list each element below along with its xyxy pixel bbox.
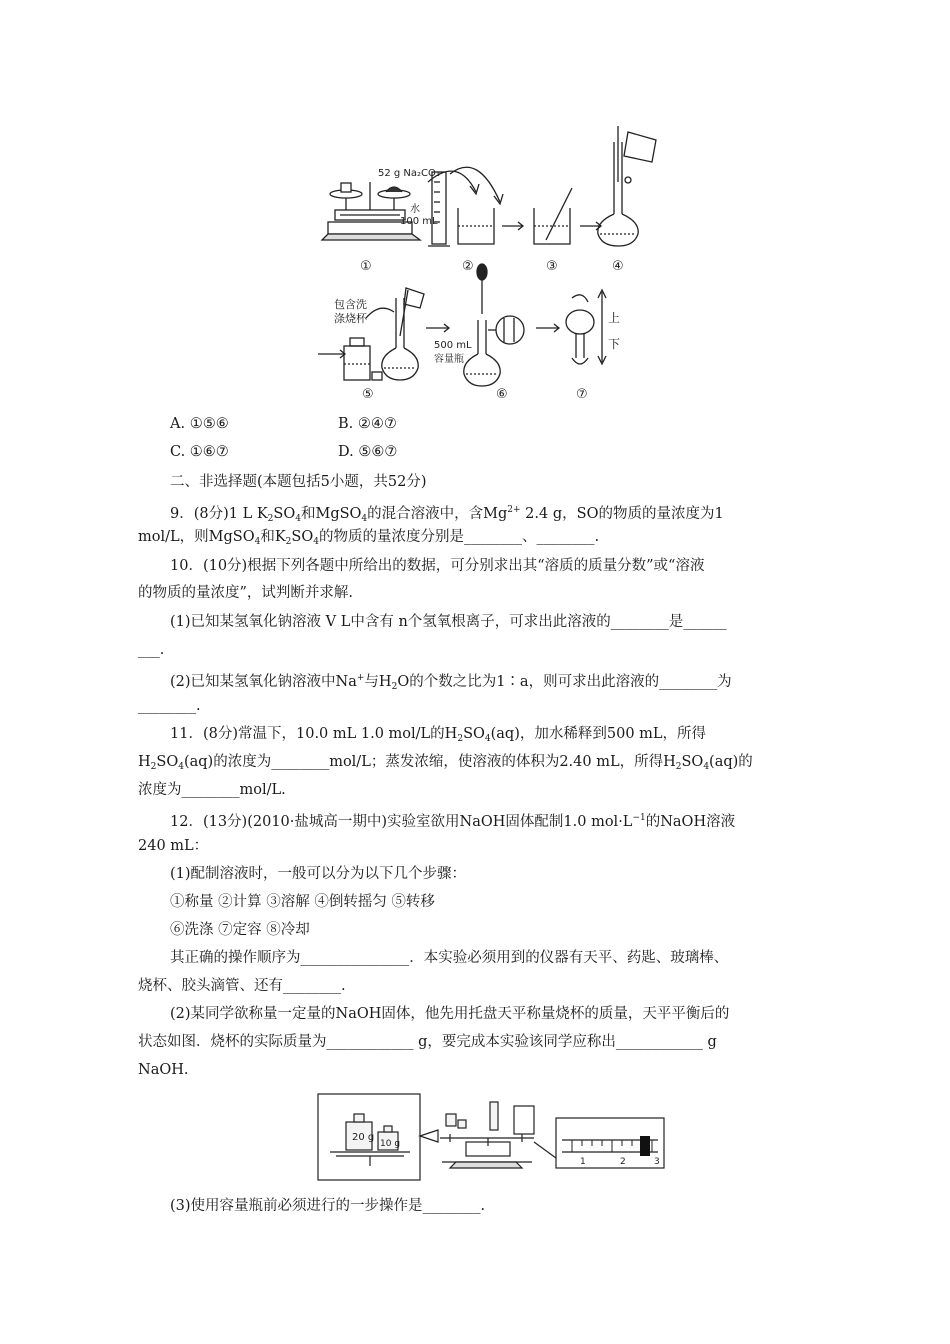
q11-line-2: $H_2SO_4(aq)$的浓度为________mol/L；蒸发浓缩，使溶液的体积为2.40 mL，所得$H_2SO_4(aq)$的 xyxy=(138,754,753,772)
label-down: 下 xyxy=(608,337,621,351)
option-a: A. ①⑤⑥ xyxy=(170,416,229,432)
step-label-5: ⑤ xyxy=(362,387,374,402)
label-mass: 52 g Na₂CO₃ xyxy=(378,168,440,179)
option-c: C. ①⑥⑦ xyxy=(170,444,229,460)
q10-part1-line-1: (1)已知某氢氧化钠溶液 V L中含有 n个氢氧根离子，可求出此溶液的________是______ xyxy=(170,614,727,630)
step-label-2: ② xyxy=(462,259,474,274)
beaker-with-glass-rod-icon xyxy=(534,188,572,244)
label-up: 上 xyxy=(608,311,621,325)
rider-marker xyxy=(640,1136,650,1156)
scale-tick-label-3: 3 xyxy=(654,1157,660,1167)
q9-line-2: mol/L，则MgSO$_4$和$K_2SO_4$的物质的量浓度分别是________、________. xyxy=(138,529,600,547)
q12-part1: (1)配制溶液时，一般可以分为以下几个步骤： xyxy=(170,866,467,882)
q12-order-line-2: 烧杯、胶头滴管、还有________. xyxy=(138,978,346,994)
volumetric-flask-dropper-icon xyxy=(464,264,524,386)
reagent-bottle-icon xyxy=(344,338,382,380)
q11-line-1: 11．(8分)常温下，10.0 mL 1.0 mol/L的$H_2SO_4(aq)$，加水稀释到500 mL，所得 xyxy=(170,726,707,744)
q12-steps-2: ⑥洗涤 ⑦定容 ⑧冷却 xyxy=(170,922,310,938)
step-label-1: ① xyxy=(360,259,372,274)
q12-part2-line-2: 状态如图．烧杯的实际质量为____________ g，要完成本实验该同学应称出____________ g xyxy=(138,1034,717,1050)
label-wash-1: 包含洗 xyxy=(334,298,367,311)
section-title: 二、非选择题(本题包括5小题，共52分) xyxy=(170,474,427,490)
label-flask-2: 容量瓶 xyxy=(434,354,464,365)
balance-icon xyxy=(322,182,420,240)
q12-order-line-1: 其正确的操作顺序为_______________．本实验必须用到的仪器有天平、药匙、玻璃棒、 xyxy=(170,950,729,966)
solution-preparation-figure xyxy=(310,122,670,404)
q12-line-2: 240 mL： xyxy=(138,838,209,854)
q10-part1-line-2: ___. xyxy=(138,642,165,658)
volumetric-flask-transfer-icon xyxy=(382,288,424,380)
flask-inverting-icon xyxy=(566,290,606,364)
measuring-cylinder-icon xyxy=(428,172,450,246)
step-label-7: ⑦ xyxy=(576,387,588,402)
label-flask-1: 500 mL xyxy=(434,340,472,351)
q11-line-3: 浓度为________mol/L. xyxy=(138,782,286,798)
label-wash-2: 涤烧杯 xyxy=(334,312,367,325)
weight-label-10: 10 g xyxy=(380,1139,401,1149)
step-label-6: ⑥ xyxy=(496,387,508,402)
balance-icon xyxy=(440,1102,534,1168)
q12-part2-line-1: (2)某同学欲称量一定量的NaOH固体，他先用托盘天平称量烧杯的质量，天平平衡后的 xyxy=(170,1006,730,1022)
q12-line-1: 12．(13分)(2010·盐城高一期中)实验室欲用NaOH固体配制1.0 $mol\cdot L^{-1}$的NaOH溶液 xyxy=(170,813,736,830)
q10-part2-line-2: ________. xyxy=(138,698,201,714)
balance-figure xyxy=(316,1092,668,1184)
q12-part2-line-3: NaOH. xyxy=(138,1062,189,1078)
label-volume: 100 mL xyxy=(400,216,438,227)
step-label-3: ③ xyxy=(546,259,558,274)
q10-part2-line-1: (2)已知某氢氧化钠溶液中Na+与$H_2O$的个数之比为1∶a，则可求出此溶液的________为 xyxy=(170,673,732,692)
volumetric-flask-pouring-icon xyxy=(598,126,656,246)
label-water: 水 xyxy=(410,204,420,215)
option-d: D. ⑤⑥⑦ xyxy=(338,444,398,460)
scale-tick-label-2: 2 xyxy=(620,1157,626,1167)
q10-line-1: 10．(10分)根据下列各题中所给出的数据，可分别求出其“溶质的质量分数”或“溶液 xyxy=(170,558,705,574)
q12-part3: (3)使用容量瓶前必须进行的一步操作是________. xyxy=(170,1198,486,1214)
option-b: B. ②④⑦ xyxy=(338,416,397,432)
step-label-4: ④ xyxy=(612,259,624,274)
q9-line-1: 9．(8分)1 L $K_2SO_4$和MgSO$_4$的混合溶液中，含$Mg^{2+}$ 2.4 g，SO的物质的量浓度为1 xyxy=(170,505,724,524)
weight-label-20: 20 g xyxy=(352,1132,375,1143)
q12-steps-1: ①称量 ②计算 ③溶解 ④倒转摇匀 ⑤转移 xyxy=(170,894,435,910)
scale-tick-label-1: 1 xyxy=(580,1157,586,1167)
beaker-icon xyxy=(458,208,494,244)
q10-line-2: 的物质的量浓度”，试判断并求解. xyxy=(138,585,354,601)
